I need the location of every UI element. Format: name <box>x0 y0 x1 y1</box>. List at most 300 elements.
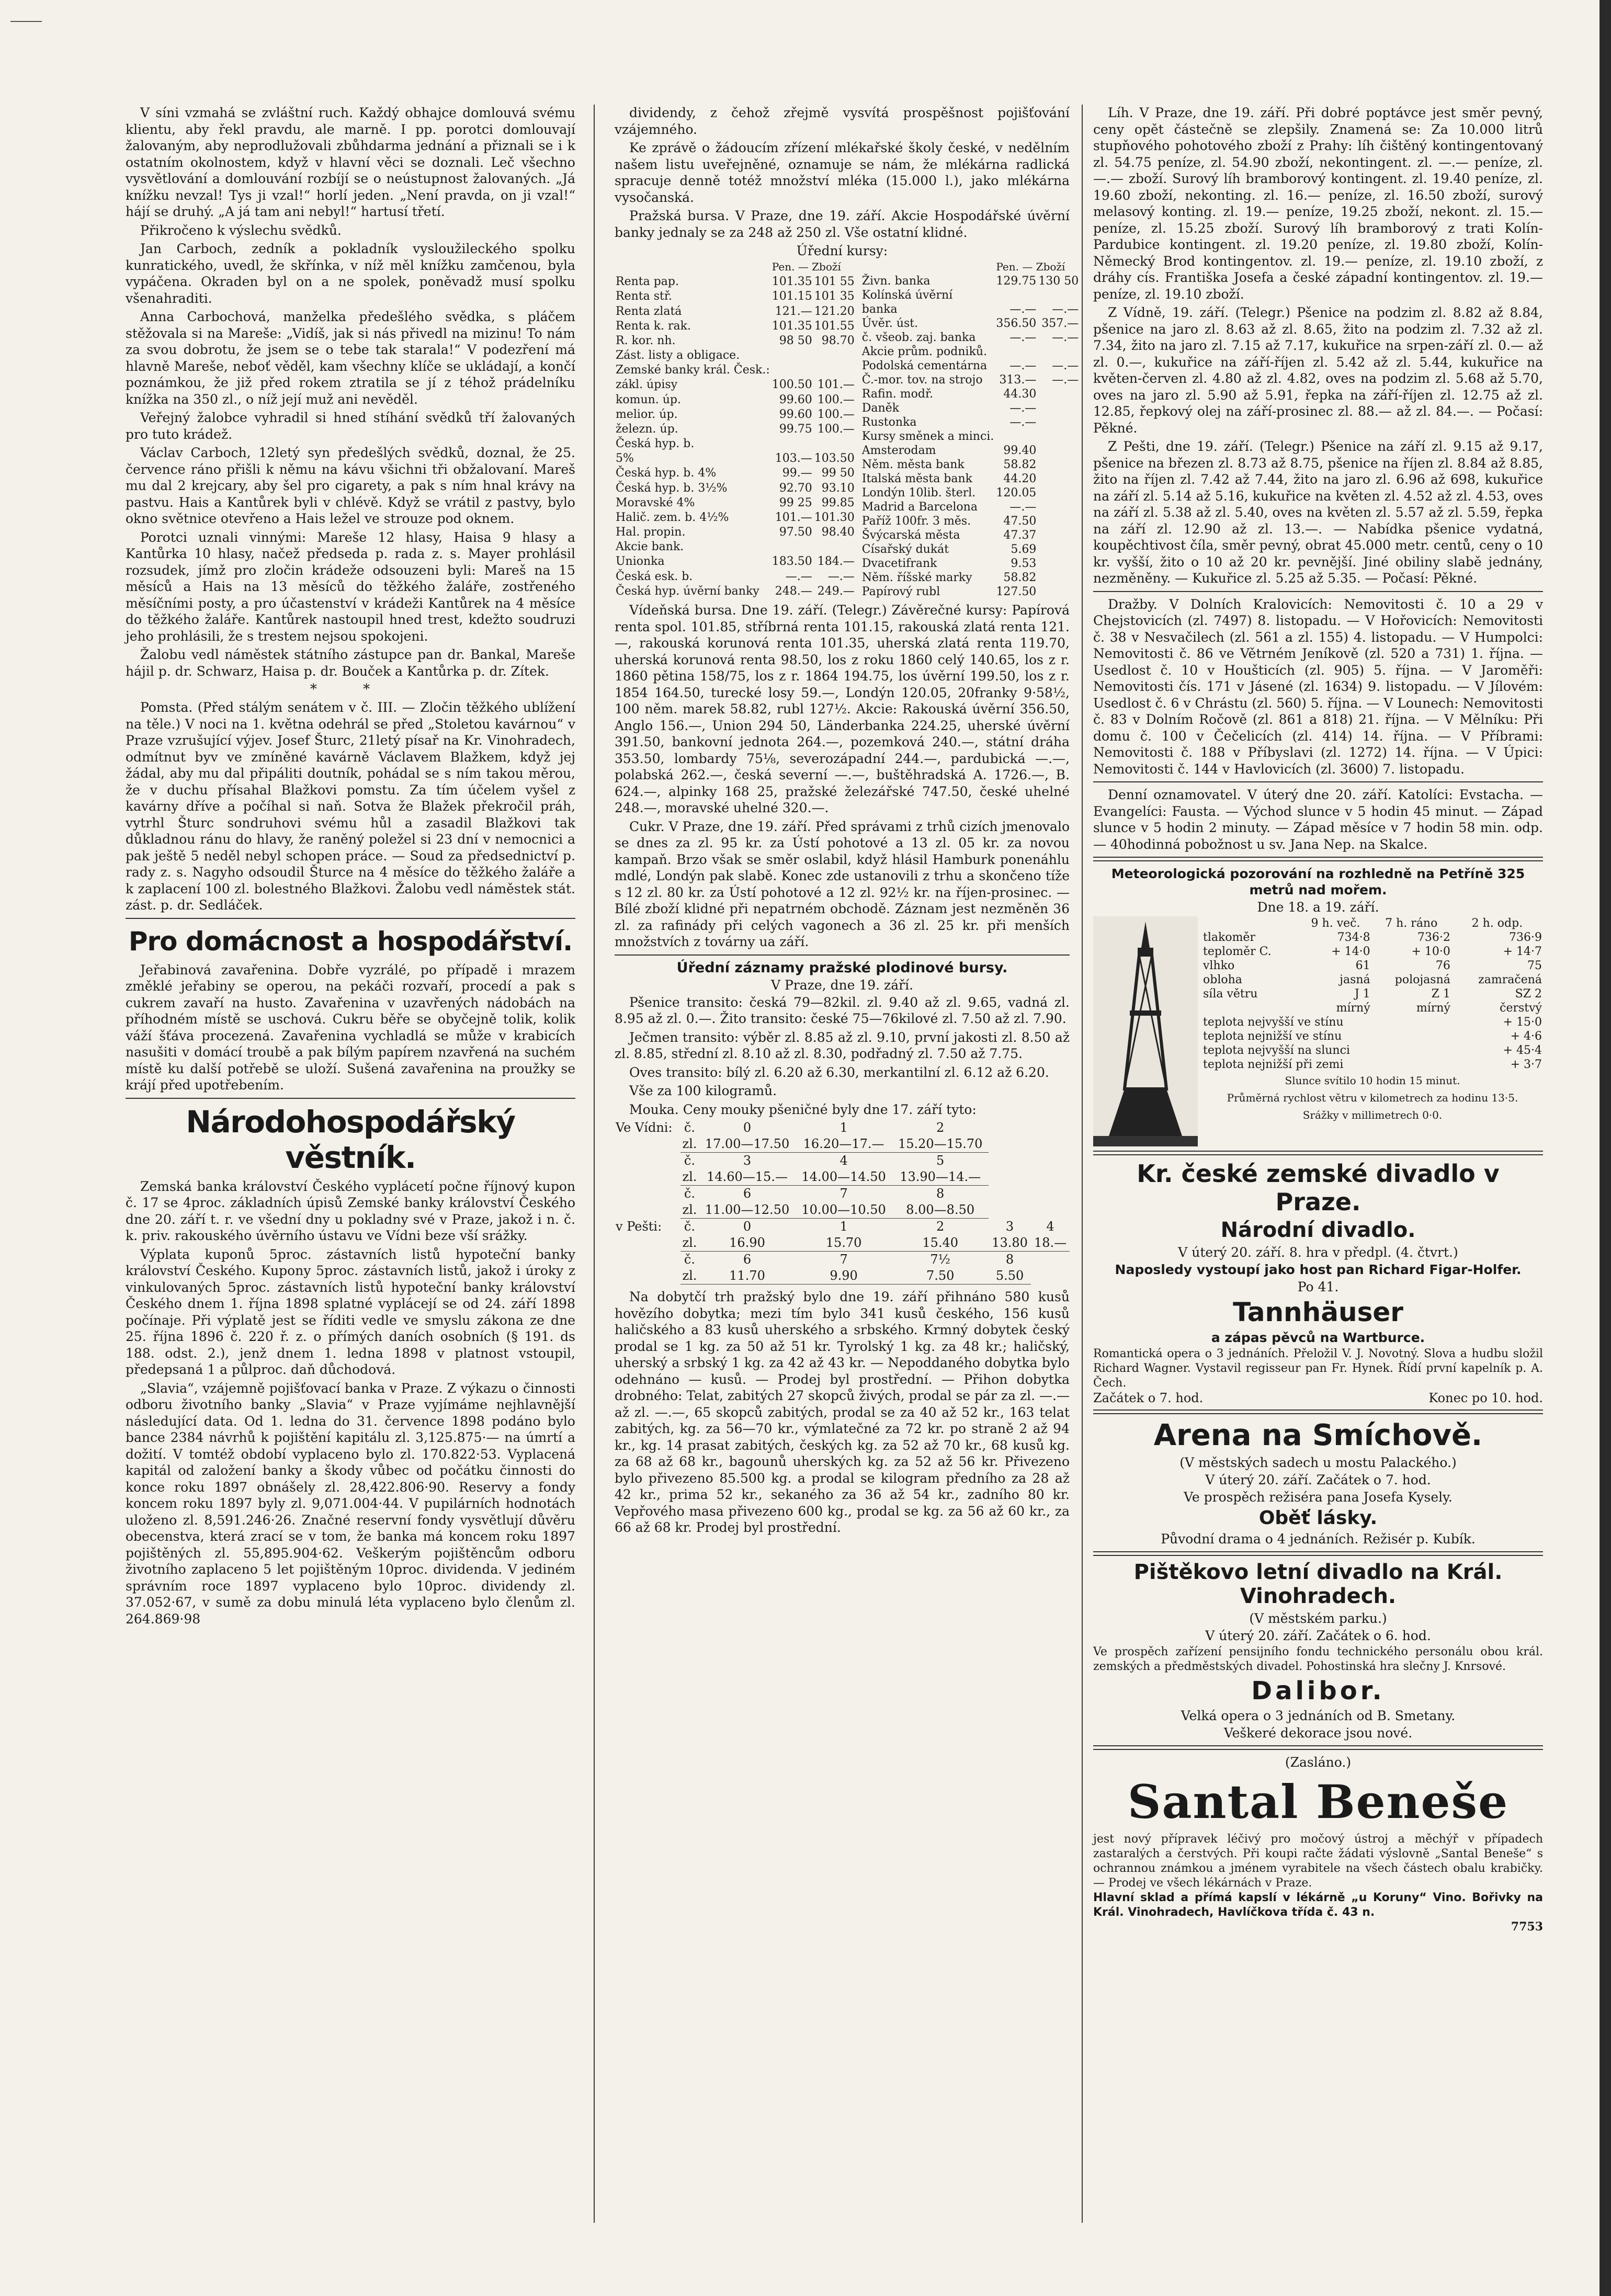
table-cell <box>995 288 1037 302</box>
table-cell: 101.30 <box>814 510 855 524</box>
table-row <box>615 334 856 348</box>
table-cell: 17.00—17.50 <box>699 1136 796 1153</box>
table-cell: 13.90—14.— <box>892 1169 989 1186</box>
table-cell: Akcie prům. podniků. <box>861 345 988 358</box>
theatre-subtitle: Národní divadlo. <box>1220 1218 1416 1242</box>
table-cell: —.— <box>1009 303 1037 316</box>
table-row <box>861 373 1080 387</box>
divider <box>1093 1151 1543 1155</box>
theatre-line: Naposledy vystoupí jako host pan Richard Figar-Holfer. <box>1115 1262 1522 1277</box>
divider <box>1093 1551 1543 1556</box>
zaslano: (Zasláno.) <box>1285 1755 1352 1770</box>
article-paragraph: Na dobytčí trh pražský bylo dne 19. září přihnáno 580 kusů hovězího dobytka; mezi tím bylo 341 kusů českého, 156 kusů haličského a 83 kusů uherského a srbského. Krmný dobytek český prodal se 1 kg. za 50 až 51 kr. Tyrolský 1 kg. za 48 kr.; haličský, uherský a srbský 1 kg. za 42 až 43 kr. — Nepoddaného dobytka bylo odehnáno — kusů. — Prodej byl prostřední. — Přihon dobytka drobného: Telat, zabitých 27 skopců živých, prodal se pár za zl. —.— až zl. —.—, 65 skopců zabitých, prodal se za 40 až 52 kr., 163 telat zabitých, kg. za 56—70 kr., výmlatečné za 72 kr. po straně 2 až 94 kr., kg. 14 prasat zabitých, českých kg. za 52 až 70 kr., 68 kusů kg. za 68 až 68 kr., bagounů uherských kg. za 52 až 56 kr. Přivezeno bylo přivezeno 85.500 kg. a prodal se kilogram předního za 28 až 42 kr., prima 52 kr., sekaného za 36 až 54 kr., zadního 80 kr. Vepřového masa přivezeno 600 kg., prodal se kg. za 56 až 60 kr., za 66 až 68 kr. Prodej byl prostřední. <box>615 1289 1070 1535</box>
table-row <box>615 393 856 407</box>
table-cell: železn. úp. <box>616 422 678 436</box>
article-paragraph: Dražby. V Dolních Kralovicích: Nemovitosti č. 10 a 29 v Chejstovicích (zl. 7497) 8. listopadu. — V Hořovicích: Nemovitosti č. 38 v Nesvačilech (zl. 561 a zl. 155) 4. listopadu. — V Humpolci: Nemovitosti č. 86 ve Větrném Jeníkově (zl. 520 a 731) 1. října. — Usedlost č. 10 v Houšticích (zl. 905) 5. října. — V Jaroměři: Nemovitosti čís. 171 v Jásené (zl. 1634) 9. listopadu. — V Jílovém: Usedlost č. 6 v Chrástu (zl. 560) 5. října. — V Lounech: Nemovitosti č. 83 v Dolním Ročově (zl. 861 a 818) 21. října. — V Mělníku: Při domu č. 100 v Čečelicích (zl. 414) 14. října. — V Příbrami: Nemovitosti č. 188 v Příbyslavi (zl. 1272) 14. října. — V Úpici: Nemovitosti č. 144 v Havlovicích (zl. 3600) 7. listopadu. <box>1093 596 1543 777</box>
table-cell: 5 <box>936 1153 945 1168</box>
table-row <box>861 302 1080 316</box>
table-cell: Daněk <box>861 402 900 415</box>
table-cell: Moravské 4% <box>616 496 695 509</box>
meteo-note: Srážky v millimetrech 0·0. <box>1302 1109 1443 1121</box>
santal-text: jest nový přípravek léčivý pro močový ústroj a měchýř v případech zastaralých a čerstvých. Při koupi račte žádati výslovně „Santal Beneše“ s ochrannou známkou a jménem vyrabitele na všech částech obalu krabičky. — Prodej ve všech lékárnách v Praze. <box>1093 1833 1543 1890</box>
table-row <box>615 1120 1070 1136</box>
table-cell: 92.70 <box>779 481 812 495</box>
table-cell: 100.— <box>817 393 855 406</box>
table-row <box>615 1268 1070 1285</box>
column-rule <box>1082 105 1083 2223</box>
table-cell: 75 <box>1527 959 1542 972</box>
table-cell <box>1037 514 1080 528</box>
table-cell: Zemské banky král. Česk.: <box>616 363 770 377</box>
table-cell <box>1037 444 1080 458</box>
table-cell: 14.60—15.— <box>699 1169 796 1186</box>
table-cell <box>771 437 813 451</box>
divider <box>1093 1410 1543 1414</box>
column-3 <box>1093 105 1543 2223</box>
table-cell: 44.30 <box>1003 388 1037 401</box>
divider <box>1093 781 1543 782</box>
table-cell: —.— <box>827 570 855 583</box>
table-cell: 103.— <box>775 452 812 465</box>
column-rule <box>594 105 595 2223</box>
pistek-line: (V městském parku.) <box>1249 1611 1387 1626</box>
santal-address: Hlavní sklad a přímá kapslí v lékárně „u Koruny“ Vino. Bořivky na Král. Vinohradech, Havlíčkova třída č. 43 n. <box>1093 1891 1543 1919</box>
table-row <box>615 1186 1070 1202</box>
article-paragraph: Veřejný žalobce vyhradil si hned stíhání svědků tří žalovaných pro tuto krádež. <box>126 410 575 442</box>
table-cell <box>1037 472 1080 486</box>
table-cell: Česká hyp. b. <box>616 437 695 451</box>
table-cell: 15.40 <box>892 1235 989 1252</box>
theatre-line: V úterý 20. září. 8. hra v předpl. (4. čtvrt.) <box>1178 1245 1458 1260</box>
table-cell: R. kor. nh. <box>616 334 676 347</box>
column-1 <box>126 105 575 2223</box>
table-cell: 99.60 <box>779 393 812 406</box>
table-cell: 1 <box>839 1219 848 1234</box>
table-cell: 47.50 <box>1003 515 1037 528</box>
arena-title: Arena na Smíchově. <box>1153 1418 1483 1452</box>
table-cell: 16.90 <box>699 1235 796 1252</box>
table-cell: —.— <box>1009 359 1037 372</box>
table-cell <box>1037 556 1080 571</box>
table-cell: 18.— <box>1031 1235 1070 1252</box>
table-cell: zamračená <box>1478 973 1542 986</box>
meteo-table-extremes <box>1202 1015 1543 1072</box>
table-cell: 47.37 <box>1003 529 1037 542</box>
table-cell: 6 <box>743 1252 752 1267</box>
table-cell: č. <box>684 1153 695 1168</box>
table-cell: Papírový rubl <box>861 585 940 598</box>
table-cell <box>813 363 856 378</box>
arena-line: Ve prospěch režiséra pana Josefa Kysely. <box>1184 1490 1453 1505</box>
article-paragraph: Vídeňská bursa. Dne 19. září. (Telegr.) Závěrečné kursy: Papírová renta spol. 101.85, stříbrná renta 101.15, rakouská zlatá renta 121.—, rakouská korunová renta 101.35, uherská zlatá renta 119.70, uherská korunová renta 98.50, los z roku 1860 celý 140.65, los z r. 1860 pětina 158/75, los z r. 1864 194.75, los úvěrní 199.50, los z r. 1854 164.50, turecké losy 59.—, Londýn 120.05, 20franky 9·58½, 100 něm. marek 58.82, rubl 127½. Akcie: Rakouská úvěrní 356.50, Anglo 156.—, Union 294 50, Länderbanka 224.25, uherské úvěrní 391.50, bankovní jednota 264.—, pozemková 240.—, státní dráha 353.50, lombardy 75⅛, severozápadní 244.—, pardubická —.—, polabská 262.—, česká severní —.—, buštěhradská A. 1726.—, B. 624.—, alpinky 168 25, pražské železářské 747.50, české uhelné 248.—, moravské uhelné 320.—. <box>615 603 1070 815</box>
table-cell: zl. <box>680 1268 699 1285</box>
table-cell <box>1037 486 1080 500</box>
table-row <box>615 1202 1070 1219</box>
table-row <box>861 444 1080 458</box>
table-cell <box>1037 288 1080 302</box>
table-cell: 0 <box>743 1219 752 1234</box>
row-label <box>615 1252 680 1268</box>
table-cell: č. <box>684 1186 695 1201</box>
table-row <box>861 514 1080 528</box>
table-cell: melior. úp. <box>616 407 678 421</box>
table-cell: teplota nejvyšší na slunci <box>1203 1044 1350 1057</box>
table-cell: č. <box>684 1120 695 1135</box>
table-cell: zákl. úpisy <box>616 378 678 392</box>
article-paragraph: Mouka. Ceny mouky pšeničné byly dne 17. září tyto: <box>629 1101 977 1117</box>
table-cell: 101 35 <box>814 290 855 303</box>
end-time: Konec po 10. hod. <box>1428 1391 1543 1405</box>
table-cell: 127.50 <box>996 585 1037 598</box>
table-cell: čerstvý <box>1500 1002 1542 1015</box>
table-row <box>1202 973 1543 987</box>
table-row <box>615 275 856 289</box>
table-cell: 61 <box>1355 959 1370 972</box>
table-row <box>861 500 1080 514</box>
section-subheading: V Praze, dne 19. září. <box>770 977 914 993</box>
table-cell: obloha <box>1203 973 1242 986</box>
table-cell <box>771 540 813 554</box>
table-cell: 58.82 <box>1003 571 1037 584</box>
table-cell: + 3·7 <box>1510 1058 1542 1071</box>
article-paragraph: Ke zprávě o žádoucím zřízení mlékařské školy české, v nedělním našem listu uveřejněné, oznamuje se nám, že mlékárna radlická spracuje denně totéž množství mléka (15.000 l.), jako mlékárna vysočanská. <box>615 140 1070 205</box>
table-cell: 99.60 <box>779 407 812 421</box>
table-cell: 99.40 <box>1003 444 1037 457</box>
pistek-title: Pištěkovo letní divadlo na Král. Vinohradech. <box>1133 1560 1503 1608</box>
meteo-note: Průměrná rychlost větru v kilometrech za hodinu 13·5. <box>1227 1092 1518 1104</box>
table-row <box>861 458 1080 472</box>
table-cell: 356.50 <box>996 317 1037 330</box>
table-row <box>861 359 1080 373</box>
table-cell: Italská města bank <box>861 472 972 485</box>
meteo-note: Slunce svítilo 10 hodin 15 minut. <box>1285 1074 1460 1087</box>
column-2 <box>615 105 1079 2223</box>
table-cell: —.— <box>1009 416 1037 429</box>
article-paragraph: Vše za 100 kilogramů. <box>629 1083 777 1098</box>
table-row <box>615 481 856 496</box>
table-cell <box>1037 542 1080 556</box>
table-row <box>615 540 856 554</box>
table-cell: 121.— <box>775 304 812 318</box>
table-cell: Živn. banka <box>861 275 931 288</box>
table-row <box>615 1252 1070 1268</box>
article-paragraph: Jan Carboch, zedník a pokladník vysloužileckého spolku kunratického, uvedl, že skřínka, v níž měl knížku zamčenou, byla vypáčena. Okraden byl on a ne spolek, poněvadž musí spolku všenahraditi. <box>126 241 575 306</box>
table-cell <box>1037 387 1080 401</box>
table-row <box>1202 1029 1543 1043</box>
table-cell: 16.20—17.— <box>796 1136 892 1153</box>
divider <box>1093 1745 1543 1750</box>
arena-line: Původní drama o 4 jednáních. Režisér p. Kubík. <box>1161 1531 1476 1547</box>
start-time: Začátek o 7. hod. <box>1093 1391 1204 1405</box>
table-cell: Rustonka <box>861 416 917 429</box>
separator-stars: * * <box>310 681 391 697</box>
table-cell: Renta k. rak. <box>616 319 691 333</box>
table-cell: Zást. listy a obligace. <box>616 349 740 362</box>
table-cell: Česká esk. b. <box>616 570 693 583</box>
table-cell: 93.10 <box>821 481 855 495</box>
article-paragraph: Ječmen transito: výběr zl. 8.85 až zl. 9.10, první jakosti zl. 8.50 až zl. 8.85, střední zl. 8.10 až zl. 8.30, podřadný zl. 7.50 až 7.75. <box>615 1029 1070 1061</box>
table-cell: mírný <box>1336 1002 1370 1015</box>
table-cell: Úvěr. úst. <box>861 317 918 330</box>
table-cell <box>813 437 856 451</box>
table-cell: —.— <box>1009 331 1037 344</box>
table-cell: Česká hyp. úvěrní banky <box>616 584 759 598</box>
table-cell: 3 <box>1005 1219 1014 1234</box>
table-cell: 13.80 <box>989 1235 1031 1252</box>
article-paragraph: Anna Carbochová, manželka předešlého svědka, s pláčem stěžovala si na Mareše: „Vidíš, jak si nás přivedl na mizinu! To nám za svou dobrotu, že jsem se o tebe tak starala!“ V podezření má hlavně Mareše, neboť věděl, kam všechny klíče se ukládají, a končí poznámkou, že již před rokem ztratila se jí z téhož prádelníku knížka na 350 zl., o níž její muž ani nevěděl. <box>126 309 575 407</box>
table-row <box>615 1169 1070 1186</box>
arena-play: Oběť lásky. <box>1258 1507 1378 1529</box>
table-cell: Unionka <box>616 555 665 569</box>
table-cell: komun. úp. <box>616 393 682 406</box>
table-cell: Něm. města bank <box>861 458 965 471</box>
article-paragraph: „Slavia“, vzájemně pojišťovací banka v Praze. Z výkazu o činnosti odboru životního banky „Slavia“ v Praze vyjímáme nejhlavnější následující data. Od 1. ledna do 31. července 1898 podáno bylo bance 2384 návrhů k pojištění kapitálu zl. 3,125.875·— na úmrtí a dožití. V tomtéž období vyplaceno bylo zl. 170.822·53. Vyplacená kapitál od založení banky a škody vůbec od počátku činnosti do konce roku 1897 obnášely zl. 28,422.806·90. Reservy a fondy koncem roku 1897 byly zl. 9,071.004·44. V pupilárních hodnotách uloženo zl. 8,591.246·26. Značné reservní fondy vysvětlují důvěru obecenstva, která zrací se v tom, že banka má koncem roku 1897 pojištěných zl. 55,895.904·62. Veškerým pojištěncům odboru životního zaplaceno 5 let pojištěným 10proc. dividenda. V jediném správním roce 1897 vyplaceno bylo 10proc. dividendy zl. 37.052·67, v sumě za dobu minulá léta vyplaceno bylo členům zl. 264.869·98 <box>126 1380 575 1627</box>
theatre-times <box>1093 1391 1543 1405</box>
table-cell <box>1037 500 1080 514</box>
table-cell: 100.— <box>817 407 855 421</box>
table-cell: 129.75 <box>996 275 1037 288</box>
table-cell: 76 <box>1435 959 1450 972</box>
article-paragraph: dividendy, z čehož zřejmě vysvítá prospěšnost pojišťování vzájemného. <box>615 105 1070 137</box>
table-cell: 2 <box>936 1219 945 1234</box>
table-cell <box>1202 916 1300 930</box>
table-row <box>861 542 1080 556</box>
table-cell: 184.— <box>817 555 855 569</box>
bond-tables <box>615 260 1079 599</box>
arena-line: V úterý 20. září. Začátek o 7. hod. <box>1205 1472 1431 1487</box>
table-cell: 101.— <box>775 510 812 524</box>
table-cell <box>1037 345 1080 359</box>
table-row <box>615 422 856 437</box>
table-cell: 183.50 <box>772 555 812 569</box>
table-cell: 101.35 <box>772 275 812 289</box>
table-row <box>1202 1015 1543 1029</box>
table-row <box>1202 987 1543 1001</box>
table-cell: 98.70 <box>821 334 855 347</box>
table-cell: 7 <box>839 1252 848 1267</box>
article-paragraph: Zemská banka království Českého vyplácetí počne říjnový kupon č. 17 se 4proc. základních úpisů Zemské banky království Českého dne 20. září t. r. ve všední dny u pokladny své v Praze, jakož i n. č. k. priv. rakouského úvěrního ústavu ve Vídni beze vší srážky. <box>126 1178 575 1243</box>
table-cell: 5.69 <box>1011 543 1037 556</box>
divider <box>1093 857 1543 861</box>
table-cell: Paříž 100fr. 3 měs. <box>861 515 971 528</box>
table-cell <box>995 345 1037 359</box>
table-cell: 6 <box>743 1186 752 1201</box>
table-cell: 734·8 <box>1337 931 1370 944</box>
table-cell: 103.50 <box>814 452 855 465</box>
table-row <box>615 1219 1070 1235</box>
table-cell: —.— <box>1052 331 1079 344</box>
table-cell: 249.— <box>817 584 855 598</box>
santal-title: Santal Beneše <box>1127 1775 1509 1829</box>
article-paragraph: Pšenice transito: česká 79—82kil. zl. 9.40 až zl. 9.65, vadná zl. 8.95 až zl. 0.—. Žito transito: české 75—76kilové zl. 7.50 až zl. 7.90. <box>615 994 1070 1026</box>
table-row <box>861 472 1080 486</box>
table-cell: Madrid a Barcelona <box>861 501 978 514</box>
table-cell: 99.85 <box>821 496 855 509</box>
table-cell: Z 1 <box>1431 987 1450 1001</box>
bonds-table-left <box>615 260 856 599</box>
table-cell: síla větru <box>1203 987 1258 1001</box>
table-row <box>861 345 1080 359</box>
table-row <box>615 319 856 334</box>
table-cell: Česká hyp. b. 3½% <box>616 481 728 495</box>
table-row <box>861 288 1080 302</box>
table-row <box>861 415 1080 429</box>
table-cell: 101 55 <box>814 275 855 289</box>
table-cell <box>1202 1001 1300 1015</box>
table-cell: Renta stř. <box>616 290 672 303</box>
opera-title: Tannhäuser <box>1233 1297 1403 1327</box>
arena-line: (V městských sadech u mostu Palackého.) <box>1179 1455 1457 1470</box>
table-cell: Kolínská úvěrní <box>861 289 953 302</box>
table-cell: 736·9 <box>1509 931 1542 944</box>
table-row <box>1202 945 1543 959</box>
meteo-subtitle: Dne 18. a 19. září. <box>1257 900 1379 915</box>
table-row <box>1202 916 1543 930</box>
table-row <box>615 584 856 599</box>
table-header: 2 h. odp. <box>1471 917 1523 930</box>
row-label <box>615 1186 680 1202</box>
table-cell: + 14·0 <box>1331 945 1370 958</box>
table-cell: 9.53 <box>1011 557 1037 570</box>
table-cell: 100.50 <box>772 378 812 392</box>
table-cell: J 1 <box>1354 987 1370 1001</box>
article-paragraph: Výplata kuponů 5proc. zástavních listů hypoteční banky království Českého. Kupony 5proc. zástavních listů, jakož i úroky z vinkulovaných 5proc. zástavních listů hypoteční banky království Českého dnem 1. října 1898 splatné vyplácejí se od 24. září 1898 počínaje. Při výplatě jest se říditi vedle ve smyslu zákona ze dne 25. října 1896 č. 220 ř. z. o přímých daních osobních (§ 191. ds 188. odst. 2.), jenž dnem 1. ledna 1898 v platnost vstoupil, předepsaná 1 a půlproc. daň důchodová. <box>126 1246 575 1377</box>
article-paragraph: Pomsta. (Před stálým senátem v č. III. — Zločin těžkého ublížení na těle.) V noci na 1. května odehrál se před „Stoletou kavárnou“ v Praze vzrušující výjev. Josef Šturc, 21letý písař na Kr. Vinohradech, odmítnut byv ve zmíněné kavárně Václavem Blažkem, když jej žádal, aby mu dal připáliti doutník, pohádal se s ním takou měrou, že v duchu přísahal Blažkovi pomstu. Za tím účelem vyšel z kavárny dříve a počíhal si naň. Sotva že Blažek překročil práh, vytrhl Šturc sondruhovi svému hůl a zasadil Blažkovi tak důkladnou ránu do hlavy, že raněný poležel si 23 dní v nemocnici a pak ještě 5 neděl nebyl schopen práce. — Soud za předsednictví p. rady z. s. Nagyho odsoudil Šturce na 4 měsíce do těžkého žaláře a k zaplacení 100 zl. bolestného Blažkovi. Žalobu vedl náměstek stát. zást. p. dr. Sedláček. <box>126 700 575 913</box>
table-cell: 58.82 <box>1003 458 1037 471</box>
table-row <box>615 437 856 451</box>
theatre-line: Po 41. <box>1297 1279 1339 1294</box>
table-cell <box>771 363 813 378</box>
table-cell: Dvacetifrank <box>861 557 937 570</box>
flour-price-table <box>615 1120 1070 1285</box>
divider <box>615 954 1070 956</box>
table-row <box>861 556 1080 571</box>
row-label: v Pešti: <box>616 1219 662 1234</box>
table-cell: 100.— <box>817 422 855 436</box>
table-cell <box>1037 585 1080 599</box>
table-cell: mírný <box>1416 1002 1450 1015</box>
table-cell: 101.— <box>817 378 855 392</box>
table-cell: —.— <box>1052 359 1079 372</box>
table-header: Pen. — Zboží <box>772 260 841 273</box>
table-row <box>1202 959 1543 973</box>
article-paragraph: Žalobu vedl náměstek státního zástupce pan dr. Bankal, Mareše hájil p. dr. Schwarz, Haisa p. dr. Bouček a Kantůrka p. dr. Zítek. <box>126 647 575 679</box>
table-row <box>615 1235 1070 1252</box>
table-cell: Švýcarská města <box>861 529 960 542</box>
table-cell <box>1037 528 1080 542</box>
table-cell: 99 50 <box>821 467 855 480</box>
table-cell: 101.15 <box>772 290 812 303</box>
table-cell: 736·2 <box>1417 931 1450 944</box>
table-row <box>861 316 1080 331</box>
table-row <box>615 510 856 525</box>
table-row <box>1202 1043 1543 1058</box>
table-row <box>861 585 1080 599</box>
table-cell: teploměr C. <box>1203 945 1272 958</box>
table-cell: 99.75 <box>779 422 812 436</box>
table-cell: zl. <box>680 1169 699 1186</box>
theatre-title: Kr. české zemské divadlo v Praze. <box>1137 1160 1500 1216</box>
table-cell: polojasná <box>1394 973 1450 986</box>
table-row <box>615 466 856 481</box>
pistek-line: Veškeré dekorace jsou nové. <box>1223 1725 1413 1741</box>
pistek-line: Velká opera o 3 jednáních od B. Smetany. <box>1181 1708 1456 1723</box>
table-cell: teplota nejvyšší ve stínu <box>1203 1016 1344 1029</box>
pistek-line: Ve prospěch zařízení pensijního fondu technického personálu obou král. zemských a předměstských divadel. Pohostinská hra slečny J. Knrsové. <box>1093 1645 1543 1673</box>
table-cell: zl. <box>680 1202 699 1219</box>
table-row <box>615 363 856 378</box>
table-row <box>861 486 1080 500</box>
table-cell <box>771 348 813 363</box>
scan-edge <box>1599 0 1611 2296</box>
row-label <box>615 1169 680 1186</box>
table-header: 7 h. ráno <box>1385 917 1438 930</box>
kursy-title: Úřední kursy: <box>796 243 888 258</box>
row-label: Ve Vídni: <box>616 1120 673 1135</box>
table-cell: banka <box>861 303 898 316</box>
table-cell: —.— <box>1052 373 1079 387</box>
table-cell: + 45·4 <box>1503 1044 1542 1057</box>
table-cell <box>1037 429 1080 444</box>
table-row <box>1202 930 1543 945</box>
table-cell: 11.70 <box>699 1268 796 1285</box>
table-cell: 5.50 <box>989 1268 1031 1285</box>
table-cell: Renta zlatá <box>616 304 682 318</box>
table-cell: Něm. říšské marky <box>861 571 972 584</box>
ad-number: 7753 <box>1511 1920 1543 1934</box>
table-cell: Rafin. modř. <box>861 388 934 401</box>
table-cell: 4 <box>839 1153 848 1168</box>
table-cell: 8 <box>1005 1252 1014 1267</box>
meteo-table <box>1202 916 1543 1015</box>
table-row <box>1202 1001 1543 1015</box>
theatre-line: a zápas pěvců na Wartburce. <box>1211 1330 1425 1345</box>
table-cell: 248.— <box>775 584 812 598</box>
table-cell: 98 50 <box>779 334 812 347</box>
table-cell <box>1037 458 1080 472</box>
table-cell <box>1037 571 1080 585</box>
article-paragraph: Cukr. V Praze, dne 19. září. Před správami z trhů cizích jmenovalo se dnes za zl. 95 kr. za Ústí pohotové a 13 zl. 05 kr. za novou kampaň. Brzo však se směr oslabil, když hlásil Hamburk ponenáhlu mdlé, Londýn pak slabě. Konec zde ustanovili z trhu a skončeno tíže s 12 zl. 80 kr. za Ústí pohotové a 12 zl. 92½ kr. na říjen-prosinec. — Bílé zboží klidné při nepatrném obchodě. Záznam jest nezměněn 36 zl. za rafinády při celých vagonech a 36 zl. 25 kr. při menších množstvích z továrny ua září. <box>615 819 1070 949</box>
table-row <box>615 496 856 510</box>
table-row <box>861 429 1080 444</box>
table-cell: 99.— <box>782 467 812 480</box>
table-cell <box>995 429 1037 444</box>
table-cell: č. všeob. zaj. banka <box>861 331 976 344</box>
table-cell: 0 <box>743 1120 752 1135</box>
section-heading: Úřední záznamy pražské plodinové bursy. <box>676 959 1008 976</box>
table-cell: 15.20—15.70 <box>892 1136 989 1153</box>
table-cell: 9.90 <box>796 1268 892 1285</box>
article-paragraph: Z Pešti, dne 19. září. (Telegr.) Pšenice na září zl. 9.15 až 9.17, pšenice na březen zl. 8.73 až 8.75, pšenice na říjen zl. 8.84 až 8.85, žito na říjen zl. 7.42 až 7.44, žito na jaro zl. 6.96 až 698, kukuřice na září zl. 5.14 až 5.16, kukuřice na květen zl. 4.52 až zl. 4.53, oves na září zl. 5.38 až zl. 5.40, oves na květen zl. 5.57 až zl. 5.59, řepka na září zl. 12.90 až zl. 13.—. — Nabídka pšenice vydatná, koupěchtivost číla, směr pevný, obrat 45.000 metr. centů, ceny o 10 kr. vyšší, žito o 10 až 20 kr. pevnější. Jiné obiliny slabě jednány, nezměněny. — Kukuřice zl. 5.25 až 5.35. — Počasí: Pěkné. <box>1093 439 1543 586</box>
table-cell: 7.50 <box>892 1268 989 1285</box>
table-cell: 98.40 <box>821 526 855 539</box>
table-cell: 5% <box>616 452 634 465</box>
table-cell: SZ 2 <box>1515 987 1542 1001</box>
article-paragraph: Denní oznamovatel. V úterý dne 20. září. Katolíci: Evstacha. — Evangelíci: Fausta. — Východ slunce v 5 hodin 45 minut. — Západ slunce v 5 hodin 2 minuty. — Západ měsíce v 7 hodin 58 min. odp. — 40hodinná pobožnost u sv. Jana Nep. na Skalce. <box>1093 787 1543 852</box>
theatre-line: Romantická opera o 3 jednáních. Přeložil V. J. Novotný. Slova a hudbu složil Richard Wagner. Vystavil regisseur pan Fr. Hynek. Řídí první kapelník p. A. Čech. <box>1093 1347 1543 1390</box>
table-cell: Česká hyp. b. 4% <box>616 467 717 480</box>
meteo-block <box>1093 916 1543 1146</box>
table-cell: č. <box>684 1219 695 1234</box>
table-row <box>861 331 1080 345</box>
article-paragraph: Porotci uznali vinnými: Mareše 12 hlasy, Haisa 9 hlasy a Kantůrka 10 hlasy, načež předseda p. rada z. s. Mayer prohlásil rozsudek, jímž pro zločin krádeže odsouzeni byli: Mareš na 15 měsíců a Hais na 13 měsíců do těžkého žaláře, zostřeného měsíčními posty, a pro účastenství v krádeži Kantůrek na 4 měsíce do těžkého žaláře. Kantůrek nastoupil hned trest, kdežto soudruzi jeho prohlásili, že s trestem nejsou spokojeni. <box>126 529 575 644</box>
row-label <box>615 1136 680 1153</box>
table-cell: —.— <box>1009 402 1037 415</box>
table-cell: + 10·0 <box>1411 945 1450 958</box>
pistek-play: Dalibor. <box>1251 1676 1385 1706</box>
table-cell: 7 <box>839 1186 848 1201</box>
table-cell: Londýn 10lib. šterl. <box>861 486 976 499</box>
